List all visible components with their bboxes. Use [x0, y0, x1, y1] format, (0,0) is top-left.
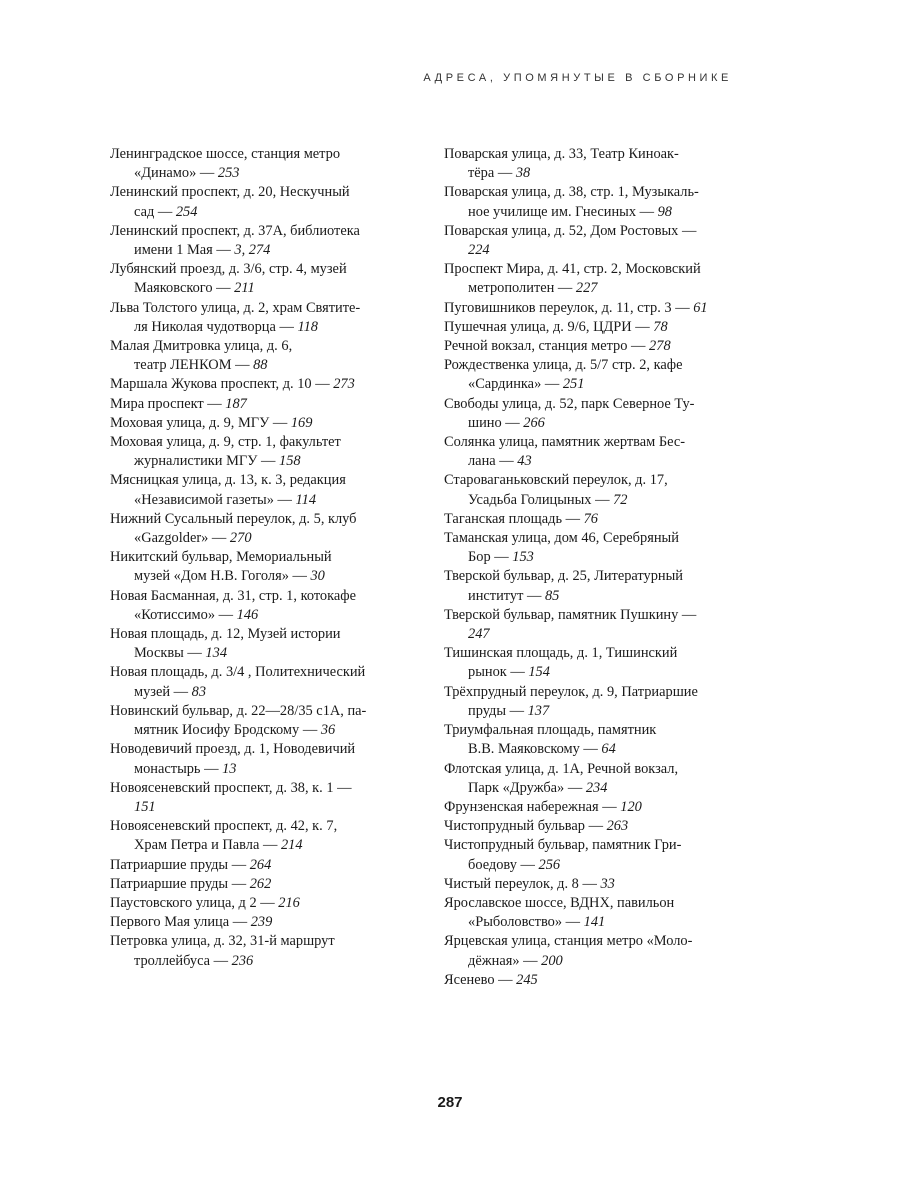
- entry-pages: 151: [134, 798, 156, 815]
- entry-address: Тверской бульвар, памятник Пушкину —: [444, 606, 697, 623]
- entry-pages: 273: [333, 376, 355, 393]
- index-entry: [110, 894, 410, 913]
- index-entry: [110, 375, 410, 394]
- entry-address-cont: журналистики МГУ —: [134, 453, 279, 470]
- index-entry: [444, 836, 744, 874]
- index-entry: [444, 798, 744, 817]
- index-entry: [110, 183, 410, 221]
- entry-address-cont: «Gazgolder» —: [134, 530, 230, 547]
- index-entry: [444, 971, 744, 990]
- index-entry: [444, 337, 744, 356]
- index-entry: [444, 721, 744, 759]
- entry-pages: 83: [191, 683, 207, 700]
- entry-pages: 36: [320, 722, 336, 739]
- entry-pages: 251: [562, 376, 585, 393]
- index-entry: [444, 471, 744, 509]
- entry-address: Рождественка улица, д. 5/7 стр. 2, кафе: [444, 357, 683, 374]
- entry-address-cont: Храм Петра и Павла —: [134, 837, 281, 854]
- index-entry: [110, 299, 410, 337]
- entry-address: Лубянский проезд, д. 3/6, стр. 4, музей: [110, 261, 347, 278]
- entry-address-cont: пруды —: [468, 702, 528, 719]
- entry-address-cont: институт —: [468, 587, 545, 604]
- entry-address: Ленинский проспект, д. 20, Нескучный: [110, 184, 350, 201]
- entry-pages: 85: [544, 587, 560, 604]
- entry-address: Новая Басманная, д. 31, стр. 1, котокафе: [110, 587, 357, 604]
- entry-pages: 13: [222, 760, 237, 777]
- entry-pages: 245: [516, 971, 538, 988]
- entry-address-cont: музей «Дом Н.В. Гоголя» —: [134, 568, 311, 585]
- index-entry: [444, 644, 744, 682]
- entry-address: Новоясеневский проспект, д. 38, к. 1 —: [110, 779, 352, 796]
- index-entry: [444, 145, 744, 183]
- entry-address-cont: «Рыболовство» —: [468, 914, 584, 931]
- index-entry: [110, 625, 410, 663]
- entry-address-cont: В.В. Маяковскому —: [468, 741, 602, 758]
- entry-address: Пуговишников переулок, д. 11, стр. 3 —: [444, 299, 694, 316]
- entry-pages: 211: [234, 280, 255, 297]
- entry-address-cont: троллейбуса —: [134, 952, 232, 969]
- entry-address: Таганская площадь —: [444, 510, 584, 527]
- entry-address: Моховая улица, д. 9, стр. 1, факультет: [110, 434, 341, 451]
- entry-pages: 216: [278, 894, 300, 911]
- index-entry: [444, 817, 744, 836]
- entry-pages: 256: [538, 856, 561, 873]
- entry-address: Солянка улица, памятник жертвам Бес-: [444, 434, 686, 451]
- entry-address: Ярцевская улица, станция метро «Моло-: [444, 933, 693, 950]
- entry-address: Тишинская площадь, д. 1, Тишинский: [444, 645, 678, 662]
- index-entry: [444, 932, 744, 970]
- entry-pages: 187: [225, 395, 247, 412]
- entry-address: Новинский бульвар, д. 22—28/35 с1А, па-: [110, 702, 367, 719]
- index-entry: [444, 222, 744, 260]
- entry-address: Чистый переулок, д. 8 —: [444, 875, 601, 892]
- index-entry: [110, 414, 410, 433]
- entry-address: Новая площадь, д. 3/4 , Политехнический: [110, 664, 366, 681]
- entry-address: Патриаршие пруды —: [110, 856, 250, 873]
- entry-address-cont: монастырь —: [134, 760, 223, 777]
- index-entry: [110, 395, 410, 414]
- entry-pages: 264: [249, 856, 272, 873]
- entry-address: Пушечная улица, д. 9/6, ЦДРИ —: [444, 318, 654, 335]
- entry-address: Речной вокзал, станция метро —: [444, 338, 650, 355]
- index-entry: [110, 510, 410, 548]
- entry-pages: 88: [253, 357, 268, 374]
- index-entry: [444, 299, 744, 318]
- entry-address: Новодевичий проезд, д. 1, Новодевичий: [110, 741, 356, 758]
- index-entry: [444, 318, 744, 337]
- entry-address: Маршала Жукова проспект, д. 10 —: [110, 376, 334, 393]
- entry-pages: 227: [575, 280, 598, 297]
- entry-pages: 146: [236, 606, 259, 623]
- entry-pages: 141: [583, 914, 606, 931]
- entry-address: Триумфальная площадь, памятник: [444, 722, 657, 739]
- entry-pages: 262: [249, 875, 272, 892]
- entry-pages: 247: [468, 626, 490, 643]
- entry-pages: 158: [279, 453, 301, 470]
- entry-pages: 253: [217, 165, 240, 182]
- index-entry: [110, 702, 410, 740]
- index-entry: [110, 548, 410, 586]
- index-entry: [444, 606, 744, 644]
- entry-pages: 76: [583, 510, 598, 527]
- index-entry: [110, 222, 410, 260]
- entry-address: Первого Мая улица —: [110, 914, 251, 931]
- entry-address-cont: лана —: [468, 453, 518, 470]
- entry-pages: 239: [250, 914, 273, 931]
- page-number: 287: [437, 1094, 463, 1111]
- index-entry: [110, 779, 410, 817]
- index-entry: [110, 817, 410, 855]
- entry-pages: 33: [600, 875, 615, 892]
- entry-address: Паустовского улица, д 2 —: [110, 894, 279, 911]
- entry-address: Патриаршие пруды —: [110, 875, 250, 892]
- index-entry: [444, 395, 744, 433]
- entry-address: Ленинский проспект, д. 37А, библиотека: [110, 222, 360, 239]
- index-column-right: [444, 145, 744, 990]
- index-entry: [110, 932, 410, 970]
- index-entry: [444, 510, 744, 529]
- entry-address: Чистопрудный бульвар —: [444, 818, 607, 835]
- entry-pages: 254: [175, 203, 198, 220]
- entry-pages: 78: [653, 318, 668, 335]
- entry-pages: 118: [297, 318, 318, 335]
- entry-pages: 154: [528, 664, 550, 681]
- entry-address-cont: шино —: [468, 414, 524, 431]
- entry-pages: 43: [517, 453, 532, 470]
- entry-address: Свободы улица, д. 52, парк Северное Ту-: [444, 395, 695, 412]
- entry-address-cont: театр ЛЕНКОМ —: [134, 357, 254, 374]
- entry-pages: 120: [620, 798, 642, 815]
- entry-address-cont: мятник Иосифу Бродскому —: [134, 722, 321, 739]
- entry-address: Моховая улица, д. 9, МГУ —: [110, 414, 291, 431]
- entry-address-cont: Усадьба Голицыных —: [468, 491, 614, 508]
- entry-pages: 3, 274: [234, 242, 271, 259]
- entry-pages: 234: [585, 779, 608, 796]
- index-entry: [110, 433, 410, 471]
- entry-address-cont: «Сардинка» —: [468, 376, 563, 393]
- index-entry: [444, 875, 744, 894]
- entry-address-cont: Маяковского —: [134, 280, 235, 297]
- entry-address: Мира проспект —: [110, 395, 226, 412]
- running-title: АДРЕСА, УПОМЯНУТЫЕ В СБОРНИКЕ: [423, 72, 732, 84]
- index-entry: [110, 337, 410, 375]
- index-entry: [110, 471, 410, 509]
- entry-pages: 137: [527, 702, 550, 719]
- entry-pages: 169: [290, 414, 313, 431]
- entry-address-cont: тёра —: [468, 165, 516, 182]
- entry-address-cont: ля Николая чудотворца —: [134, 318, 298, 335]
- entry-address: Поварская улица, д. 52, Дом Ростовых —: [444, 222, 697, 239]
- index-entry: [444, 183, 744, 221]
- entry-address: Никитский бульвар, Мемориальный: [110, 549, 332, 566]
- entry-address-cont: ное училище им. Гнесиных —: [468, 203, 658, 220]
- entry-address: Ясенево —: [444, 971, 517, 988]
- entry-address: Льва Толстого улица, д. 2, храм Святите-: [110, 299, 361, 316]
- entry-address: Петровка улица, д. 32, 31-й маршрут: [110, 933, 335, 950]
- index-entry: [110, 587, 410, 625]
- index-entry: [444, 433, 744, 471]
- entry-pages: 270: [229, 530, 252, 547]
- entry-pages: 214: [280, 837, 303, 854]
- entry-address: Мясницкая улица, д. 13, к. 3, редакция: [110, 472, 346, 489]
- entry-address-cont: сад —: [134, 203, 176, 220]
- entry-address: Поварская улица, д. 38, стр. 1, Музыкаль-: [444, 184, 699, 201]
- entry-pages: 266: [523, 414, 545, 431]
- entry-address: Тверской бульвар, д. 25, Литературный: [444, 568, 683, 585]
- entry-address-cont: имени 1 Мая —: [134, 242, 235, 259]
- entry-address: Фрунзенская набережная —: [444, 798, 621, 815]
- index-entry: [444, 894, 744, 932]
- entry-address: Ярославское шоссе, ВДНХ, павильон: [444, 894, 675, 911]
- index-entry: [110, 875, 410, 894]
- entry-address: Новоясеневский проспект, д. 42, к. 7,: [110, 818, 338, 835]
- entry-address: Таманская улица, дом 46, Серебряный: [444, 530, 679, 547]
- entry-address-cont: «Котиссимо» —: [134, 606, 237, 623]
- entry-pages: 263: [606, 818, 629, 835]
- entry-address: Трёхпрудный переулок, д. 9, Патриаршие: [444, 683, 698, 700]
- entry-address: Флотская улица, д. 1А, Речной вокзал,: [444, 760, 679, 777]
- entry-address-cont: Бор —: [468, 549, 513, 566]
- entry-address-cont: метрополитен —: [468, 280, 576, 297]
- entry-pages: 278: [649, 338, 671, 355]
- entry-pages: 200: [541, 952, 563, 969]
- entry-address-cont: Парк «Дружба» —: [468, 779, 586, 796]
- index-entry: [444, 760, 744, 798]
- index-entry: [444, 683, 744, 721]
- entry-address: Нижний Сусальный переулок, д. 5, клуб: [110, 510, 357, 527]
- entry-address: Чистопрудный бульвар, памятник Гри-: [444, 837, 682, 854]
- entry-address-cont: боедову —: [468, 856, 539, 873]
- index-entry: [110, 913, 410, 932]
- entry-pages: 64: [601, 741, 616, 758]
- entry-pages: 153: [512, 549, 534, 566]
- entry-address: Староваганьковский переулок, д. 17,: [444, 472, 668, 489]
- entry-address-cont: рынок —: [468, 664, 529, 681]
- entry-address: Малая Дмитровка улица, д. 6,: [110, 338, 293, 355]
- entry-address: Проспект Мира, д. 41, стр. 2, Московский: [444, 261, 701, 278]
- entry-pages: 114: [295, 491, 317, 508]
- index-entry: [444, 356, 744, 394]
- entry-address-cont: «Динамо» —: [134, 165, 218, 182]
- entry-address-cont: «Независимой газеты» —: [134, 491, 296, 508]
- index-column-left: [110, 145, 410, 971]
- index-entry: [110, 260, 410, 298]
- entry-address-cont: дёжная» —: [468, 952, 542, 969]
- entry-pages: 98: [657, 203, 672, 220]
- entry-pages: 38: [515, 165, 531, 182]
- entry-pages: 72: [613, 491, 628, 508]
- index-entry: [110, 145, 410, 183]
- entry-address: Поварская улица, д. 33, Театр Киноак-: [444, 146, 679, 162]
- index-entry: [110, 856, 410, 875]
- entry-address: Новая площадь, д. 12, Музей истории: [110, 626, 341, 643]
- entry-pages: 224: [468, 242, 490, 259]
- index-entry: [444, 529, 744, 567]
- entry-pages: 30: [310, 568, 325, 585]
- entry-address: Ленинградское шоссе, станция метро: [110, 146, 341, 162]
- entry-address-cont: музей —: [134, 683, 192, 700]
- index-entry: [110, 663, 410, 701]
- index-entry: [444, 567, 744, 605]
- entry-pages: 134: [205, 645, 228, 662]
- entry-address-cont: Москвы —: [134, 645, 206, 662]
- index-entry: [110, 740, 410, 778]
- entry-pages: 61: [693, 299, 708, 316]
- index-entry: [444, 260, 744, 298]
- entry-pages: 236: [231, 952, 254, 969]
